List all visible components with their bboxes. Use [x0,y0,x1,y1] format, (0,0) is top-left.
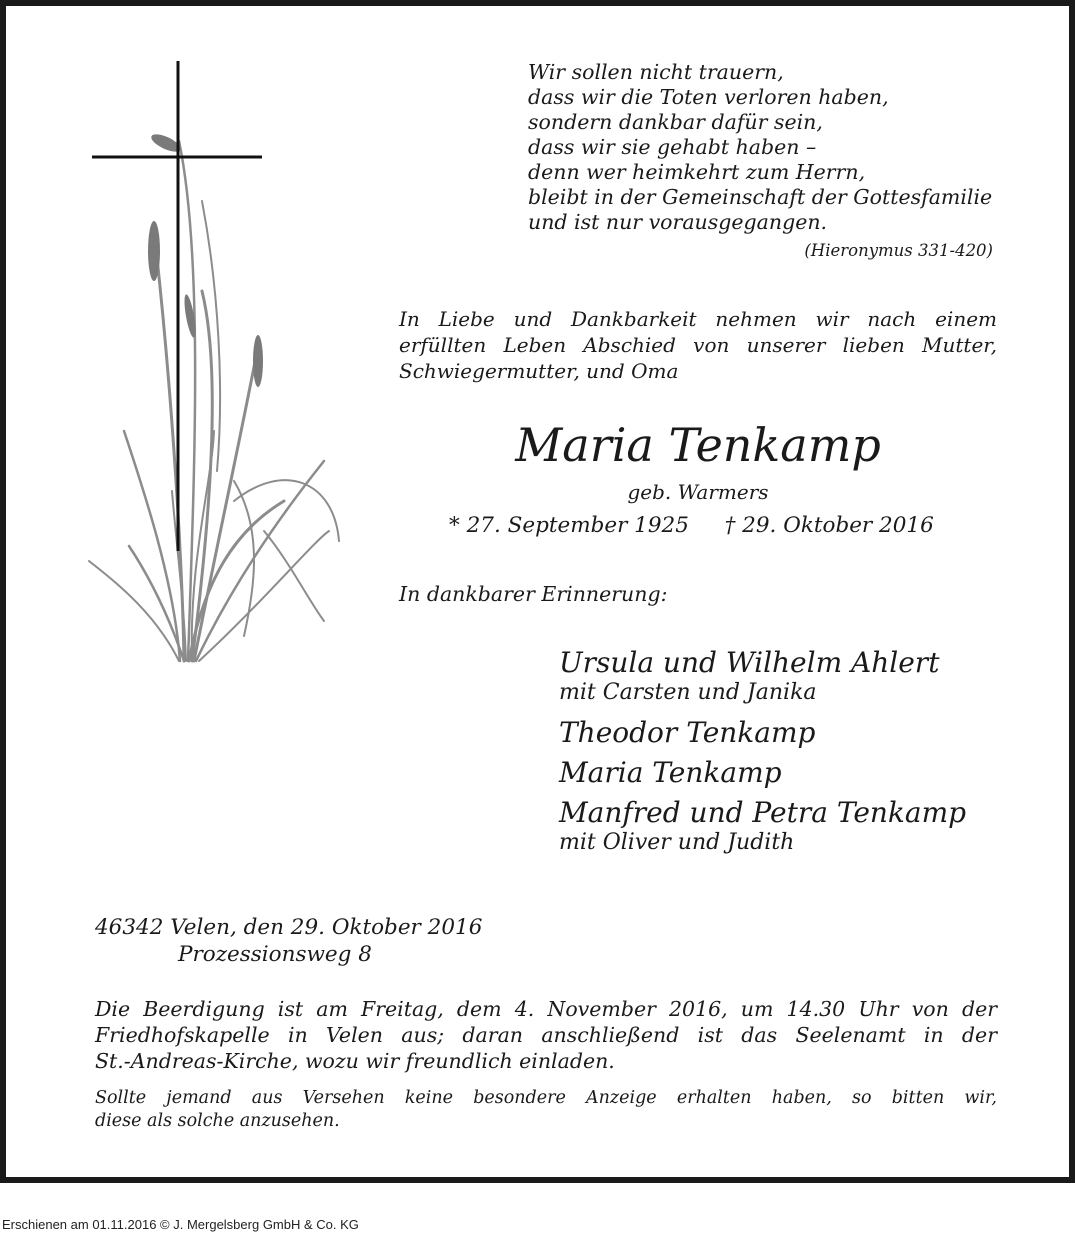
address-line-2: Prozessionsweg 8 [178,942,372,967]
grass-illustration [89,141,339,661]
death-date: † 29. Oktober 2016 [724,513,934,538]
memory-heading: In dankbarer Erinnerung: [399,582,668,606]
intro-line: Schwiegermutter, und Oma [399,359,679,383]
funeral-line: St.-Andreas-Kirche, wozu wir freundlich einladen. [95,1049,615,1073]
family-member-name: Manfred und Petra Tenkamp [559,796,967,829]
family-member-name: Ursula und Wilhelm Ahlert [559,646,940,679]
notice-line: diese als solche anzusehen. [95,1111,340,1131]
publication-footer: Erschienen am 01.11.2016 © J. Mergelsberg GmbH & Co. KG [2,1217,359,1232]
poem-line: dass wir die Toten verloren haben, [528,85,889,109]
intro-text [399,306,997,384]
notice-line: Sollte jemand aus Versehen keine besondere Anzeige erhalten haben, so bitten wir, [95,1088,997,1108]
poem-line: sondern dankbar dafür sein, [528,110,823,134]
address-line-1: 46342 Velen, den 29. Oktober 2016 [95,915,483,940]
poem-line: und ist nur vorausgegangen. [528,210,828,234]
family-member-name: Maria Tenkamp [559,756,782,789]
poem-line: bleibt in der Gemeinschaft der Gottesfamilie [528,185,993,209]
notice-text [95,1087,997,1133]
family-member-name: Theodor Tenkamp [559,716,816,749]
intro-line: In Liebe und Dankbarkeit nehmen wir nach einem [399,307,997,331]
funeral-line: Die Beerdigung ist am Freitag, dem 4. November 2016, um 14.30 Uhr von der [95,997,997,1021]
cross-icon [92,61,262,551]
family-member-with: mit Oliver und Judith [559,830,795,855]
cross-grass-illustration [84,61,344,671]
poem-line: dass wir sie gehabt haben – [528,135,817,159]
poem-line: Wir sollen nicht trauern, [528,60,784,84]
intro-line: erfüllten Leben Abschied von unserer lieben Mutter, [399,333,997,357]
birth-date: * 27. September 1925 [449,513,689,538]
maiden-name: geb. Warmers [627,480,769,504]
life-dates [449,513,934,538]
family-member-with: mit Carsten und Janika [559,680,817,705]
poem [528,60,992,235]
poem-line: denn wer heimkehrt zum Herrn, [528,160,866,184]
family-list [559,646,966,866]
funeral-line: Friedhofskapelle in Velen aus; daran anschließend ist das Seelenamt in der [95,1023,997,1047]
funeral-info [95,996,997,1074]
deceased-name: Maria Tenkamp [515,418,881,472]
poem-source: (Hieronymus 331-420) [804,241,993,260]
